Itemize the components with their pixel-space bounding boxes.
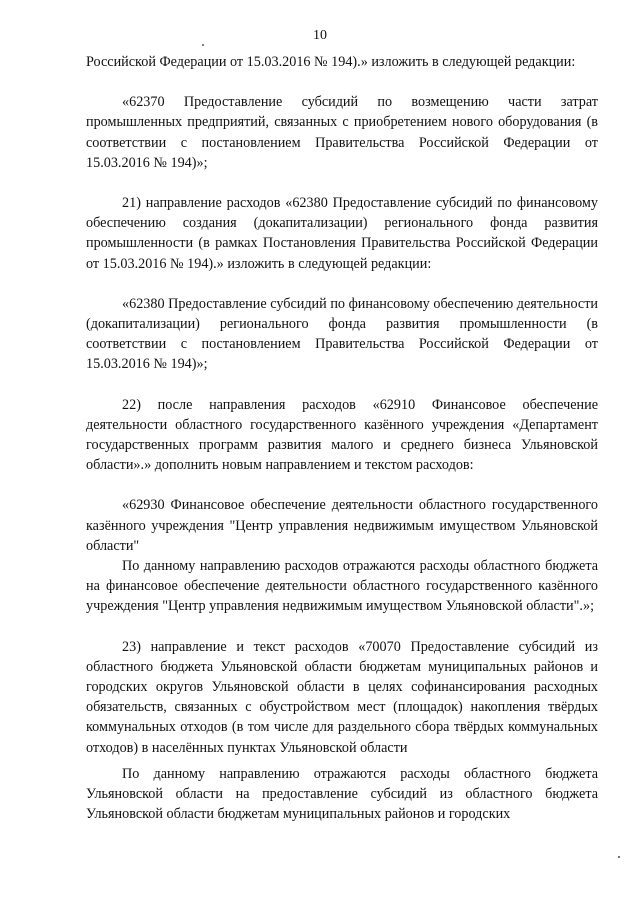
paragraph-item-23: 23) направление и текст расходов «70070 Предоставление субсидий из областного бюджета Ульяновской области бюджетам муниципальных районов и городских округов Ульяновской области в целях софинансирования расходных обязательств, связанных с обустройством мест (площадок) накопления твёрдых коммунальных отходов (в том числе для раздельного сбора твёрдых коммунальных отходов) в населённых пунктах Ульяновской области bbox=[86, 638, 598, 756]
paragraph-item-21: 21) направление расходов «62380 Предоставление субсидий по финансовому обеспечению создания (докапитализации) регионального фонда развития промышленности (в рамках Постановления Правительства Российской Федерации от 15.03.2016 № 194).» изложить в следующей редакции: bbox=[86, 195, 598, 272]
paragraph-62370: «62370 Предоставление субсидий по возмещению части затрат промышленных предприятий, связанных с приобретением нового оборудования (в соответствии с постановлением Правительства Российской Федерации от 15.03.2016 № 194)»; bbox=[86, 94, 598, 171]
margin-mark bbox=[202, 44, 204, 46]
paragraph-70070-description: По данному направлению отражаются расходы областного бюджета Ульяновской области на предоставление субсидий из областного бюджета Ульяновской области бюджетам муниципальных районов и городских bbox=[86, 765, 598, 823]
edge-mark bbox=[618, 856, 620, 858]
paragraph-item-22: 22) после направления расходов «62910 Финансовое обеспечение деятельности областного государственного казённого учреждения «Департамент государственных программ развития малого и среднего бизнеса Ульяновской области».» дополнить новым направлением и текстом расходов: bbox=[86, 396, 598, 474]
paragraph-62380: «62380 Предоставление субсидий по финансовому обеспечению деятельности (докапитализации) регионального фонда развития промышленности (в соответствии с постановлением Правительства Российской Федерации от 15.03.2016 № 194)»; bbox=[86, 295, 598, 373]
paragraph-1: Российской Федерации от 15.03.2016 № 194).» изложить в следующей редакции: bbox=[86, 54, 576, 70]
page-number: 10 bbox=[313, 28, 327, 43]
document-body bbox=[86, 52, 598, 825]
paragraph-62930-description: По данному направлению расходов отражаются расходы областного бюджета на финансовое обеспечение деятельности областного государственного казённого учреждения "Центр управления недвижимым имуществом Ульяновской области".»; bbox=[86, 558, 598, 615]
paragraph-62930: «62930 Финансовое обеспечение деятельности областного государственного казённого учреждения "Центр управления недвижимым имуществом Ульяновской области" bbox=[86, 497, 598, 554]
